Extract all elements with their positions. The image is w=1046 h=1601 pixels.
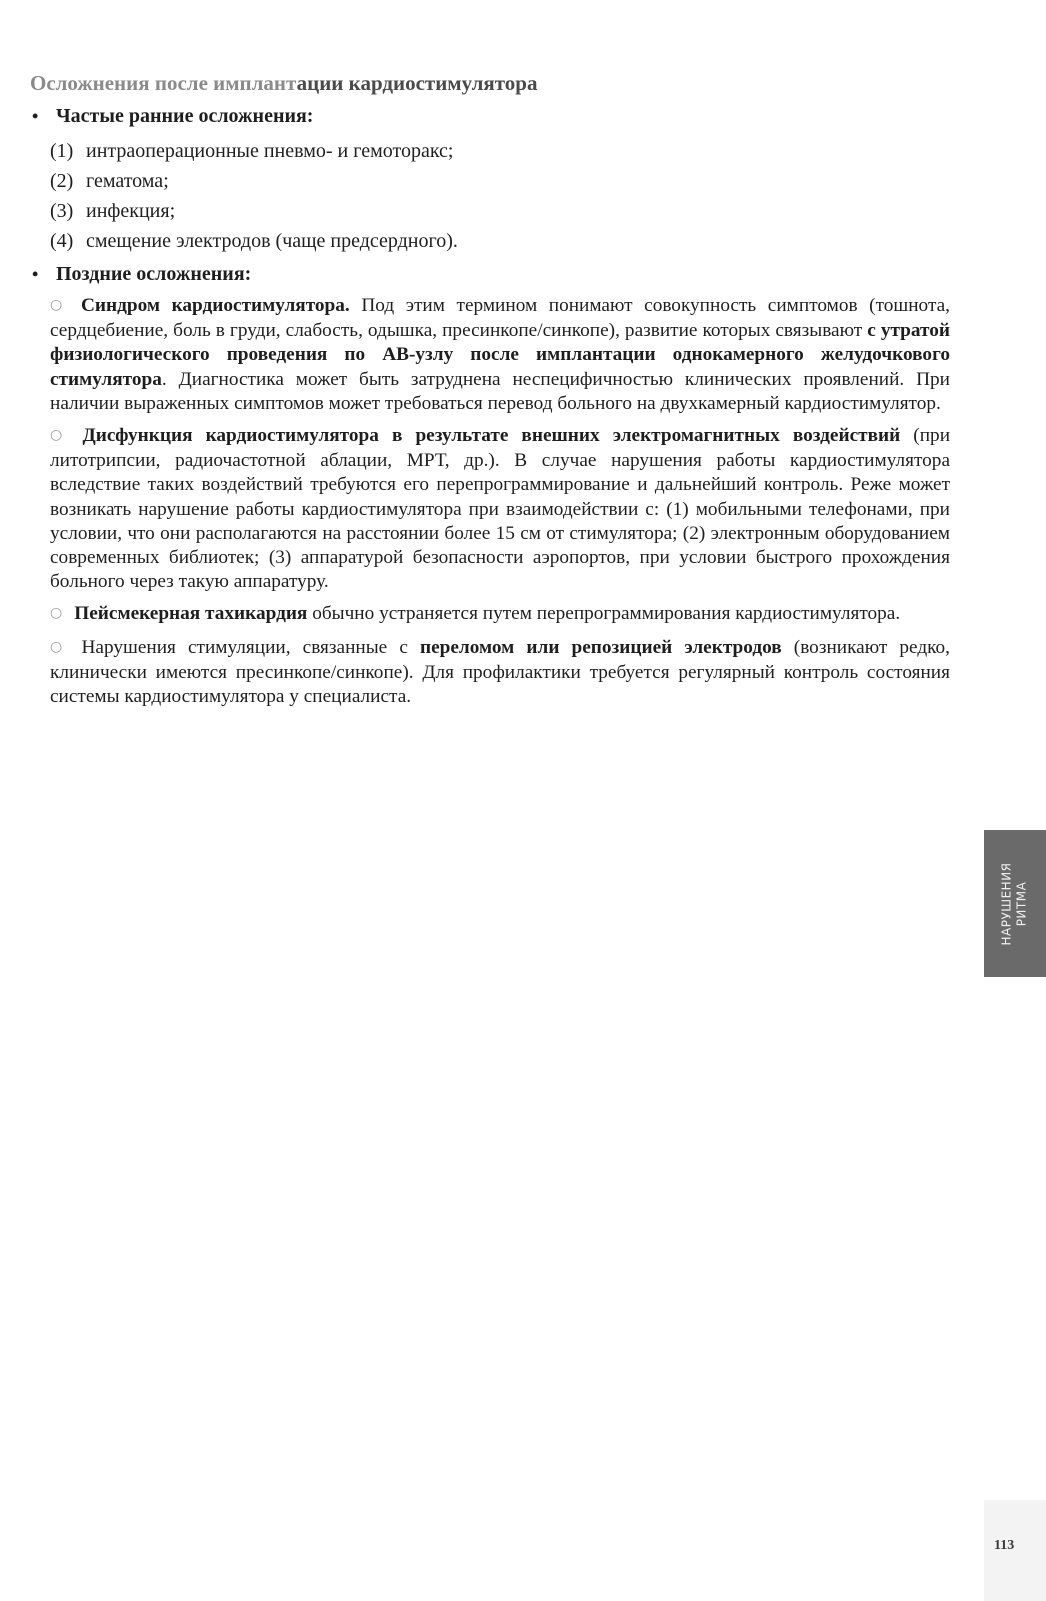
item-number: (4) (50, 230, 74, 252)
page-number: 113 (994, 1538, 1015, 1553)
paragraph-pacemaker-syndrome (50, 294, 950, 416)
paragraph-text: (при литотрипсии, радиочастотной аблации, МРТ, др.). В случае нарушения работы кардиостимулятора вследствие таких воздействий требуются его перепрограммирование и дальнейший контроль. Реже может возникать нарушение работы кардиостимулятора при взаимодействии с: (1) мобильными телефонами, при условии, что они располагаются на расстоянии более 15 см от стимулятора; (2) электронным оборудованием современных библиотек; (3) аппаратурой безопасности аэропортов, при условии быстрого прохождения больного через такую аппаратуру. (50, 425, 951, 593)
section-title (30, 70, 950, 96)
late-complications (30, 260, 950, 709)
item-number: (3) (50, 200, 74, 222)
term-bold: Пейсмекерная тахикардия (74, 603, 308, 625)
paragraph-text: Нарушения стимуляции, связанные с (81, 636, 420, 658)
item-text: интраоперационные пневмо- и гемоторакс; (86, 140, 454, 162)
early-complications-heading (30, 102, 950, 130)
item-text: инфекция; (86, 200, 176, 222)
emphasis-bold: переломом или репозицией электродов (419, 636, 782, 658)
emphasis-bold: с утратой физиологического проведения по АВ-узлу после имплантации однокамерного желудочкового стимулятора (50, 320, 951, 390)
paragraph-text: Под этим термином понимают совокупность симптомов (тошнота, сердцебиение, боль в груди, слабость, одышка, пресинкопе/синкопе), развитие которых связывают (50, 295, 950, 342)
item-number: (1) (50, 140, 74, 162)
chapter-side-tab-label (1000, 862, 1030, 945)
item-text: смещение электродов (чаще предсердного). (86, 230, 458, 252)
circle-bullet-icon: ○ (50, 427, 71, 444)
item-text: гематома; (86, 170, 169, 192)
circle-bullet-icon: ○ (50, 605, 63, 622)
side-tab-line2: РИТМА (1015, 881, 1030, 926)
side-tab-line1: НАРУШЕНИЯ (1000, 861, 1015, 946)
page-content (30, 70, 950, 717)
item-number: (2) (50, 170, 74, 192)
early-complications-list (50, 136, 950, 256)
circle-bullet-icon: ○ (50, 638, 70, 655)
paragraph-text: (возникают редко, клинически имеются пресинкопе/синкопе). Для профилактики требуется регулярный контроль состояния системы кардиостимулятора у специалиста. (50, 636, 950, 708)
chapter-side-tab (984, 830, 1046, 977)
early-complications (30, 102, 950, 256)
section-title-part1: Осложнения после имплант (30, 71, 297, 95)
list-item (50, 136, 950, 166)
paragraph-text: обычно устраняется путем перепрограммирования кардиостимулятора. (307, 603, 901, 625)
late-complications-heading (30, 260, 950, 288)
paragraph-pacemaker-tachycardia (50, 602, 950, 627)
paragraph-text: . Диагностика может быть затруднена неспецифичностью клинических проявлений. При наличии выраженных симптомов может требоваться перевод больного на двухкамерный кардиостимулятор. (50, 368, 950, 414)
early-complications-title: Частые ранние осложнения: (56, 105, 314, 127)
late-complications-title: Поздние осложнения: (56, 263, 252, 285)
paragraph-lead-fracture (50, 636, 950, 710)
list-item (50, 166, 950, 196)
list-item (50, 196, 950, 226)
circle-bullet-icon: ○ (50, 297, 69, 313)
list-item (50, 226, 950, 256)
bullet-icon: • (32, 106, 39, 126)
term-bold: Синдром кардиостимулятора. (80, 295, 350, 316)
bullet-icon: • (32, 264, 39, 284)
paragraph-electromagnetic (50, 424, 950, 594)
term-bold: Дисфункция кардиостимулятора в результате внешних электромагнитных воздействий (82, 425, 901, 447)
section-title-part2: ации кардиостимулятора (296, 71, 538, 95)
